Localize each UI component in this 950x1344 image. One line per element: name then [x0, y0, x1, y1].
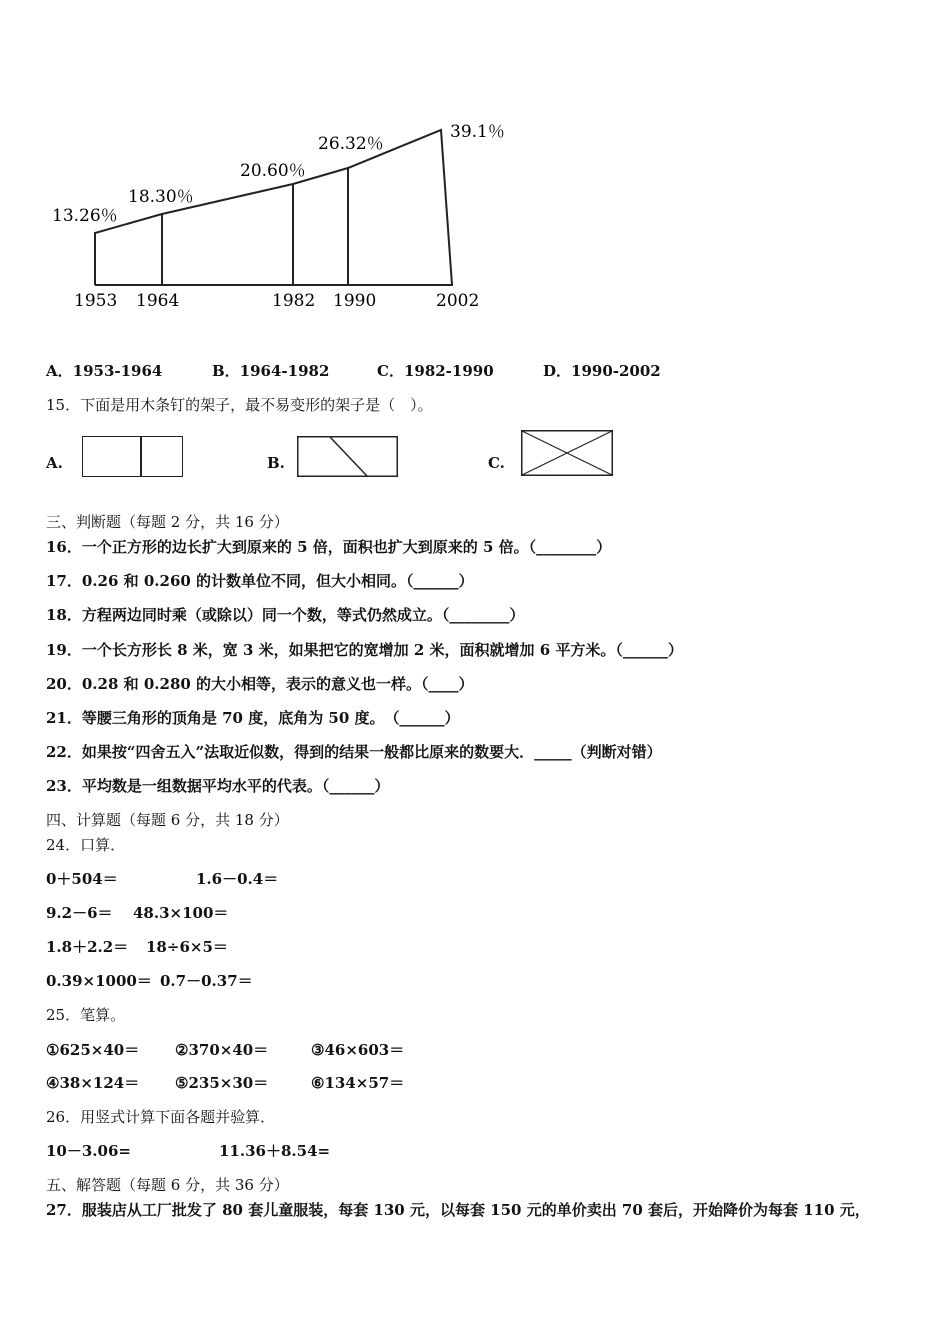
question-24: 24．口算．	[46, 836, 126, 854]
question-15: 15．下面是用木条钉的架子，最不易变形的架子是（ ）。	[46, 396, 433, 414]
value-label: 20.60％	[240, 161, 306, 181]
frame-b	[297, 436, 398, 477]
year-label: 1953	[74, 291, 118, 311]
question-20: 20．0.28 和 0.280 的大小相等，表示的意义也一样。（____）	[46, 675, 474, 693]
question-23: 23．平均数是一组数据平均水平的代表。（______）	[46, 777, 390, 795]
frame-a	[82, 436, 183, 477]
percentage-line-chart	[40, 110, 540, 330]
written-row: ④38×124＝ ⑤235×30＝ ⑥134×57＝	[46, 1074, 405, 1092]
value-label: 26.32％	[318, 134, 384, 154]
option-b[interactable]: B．1964-1982	[212, 362, 330, 380]
question-21: 21．等腰三角形的顶角是 70 度，底角为 50 度。 （______）	[46, 709, 460, 727]
oral-row: 0＋504＝ 1.6－0.4＝	[46, 870, 279, 888]
section-3-title: 三、判断题（每题 2 分，共 16 分）	[46, 513, 289, 531]
value-label: 13.26％	[52, 206, 118, 226]
question-18: 18．方程两边同时乘（或除以）同一个数，等式仍然成立。（________）	[46, 606, 525, 624]
vertical-row: 10－3.06= 11.36＋8.54=	[46, 1142, 331, 1160]
question-27: 27．服装店从工厂批发了 80 套儿童服装，每套 130 元，以每套 150 元的单价卖出 70 套后，开始降价为每套 110 元，	[46, 1201, 870, 1219]
oral-row: 9.2－6＝ 48.3×100＝	[46, 904, 229, 922]
question-19: 19．一个长方形长 8 米，宽 3 米，如果把它的宽增加 2 米，面积就增加 6 平方米。（______）	[46, 641, 683, 659]
year-label: 1964	[136, 291, 180, 311]
frame-b-label[interactable]: B.	[267, 454, 285, 472]
oral-row: 1.8＋2.2＝ 18÷6×5＝	[46, 938, 228, 956]
option-a[interactable]: A．1953-1964	[46, 362, 163, 380]
written-row: ①625×40＝ ②370×40＝ ③46×603＝	[46, 1041, 405, 1059]
year-label: 1982	[272, 291, 316, 311]
oral-row: 0.39×1000＝ 0.7－0.37＝	[46, 972, 253, 990]
question-25: 25．笔算。	[46, 1006, 126, 1024]
frame-c	[521, 430, 613, 476]
year-label: 2002	[436, 291, 480, 311]
frame-c-label[interactable]: C.	[488, 454, 505, 472]
frame-a-label[interactable]: A.	[46, 454, 63, 472]
question-16: 16．一个正方形的边长扩大到原来的 5 倍，面积也扩大到原来的 5 倍。（________）	[46, 538, 612, 556]
section-4-title: 四、计算题（每题 6 分，共 18 分）	[46, 811, 289, 829]
question-26: 26．用竖式计算下面各题并验算．	[46, 1108, 276, 1126]
year-label: 1990	[333, 291, 377, 311]
value-label: 39.1％	[450, 122, 505, 142]
option-c[interactable]: C．1982-1990	[377, 362, 494, 380]
question-17: 17．0.26 和 0.260 的计数单位不同，但大小相同。（______）	[46, 572, 474, 590]
value-label: 18.30％	[128, 187, 194, 207]
section-5-title: 五、解答题（每题 6 分，共 36 分）	[46, 1176, 289, 1194]
chart-outline	[95, 130, 452, 285]
option-d[interactable]: D．1990-2002	[543, 362, 661, 380]
question-22: 22．如果按“四舍五入”法取近似数，得到的结果一般都比原来的数要大．_____（判断对错）	[46, 743, 662, 761]
